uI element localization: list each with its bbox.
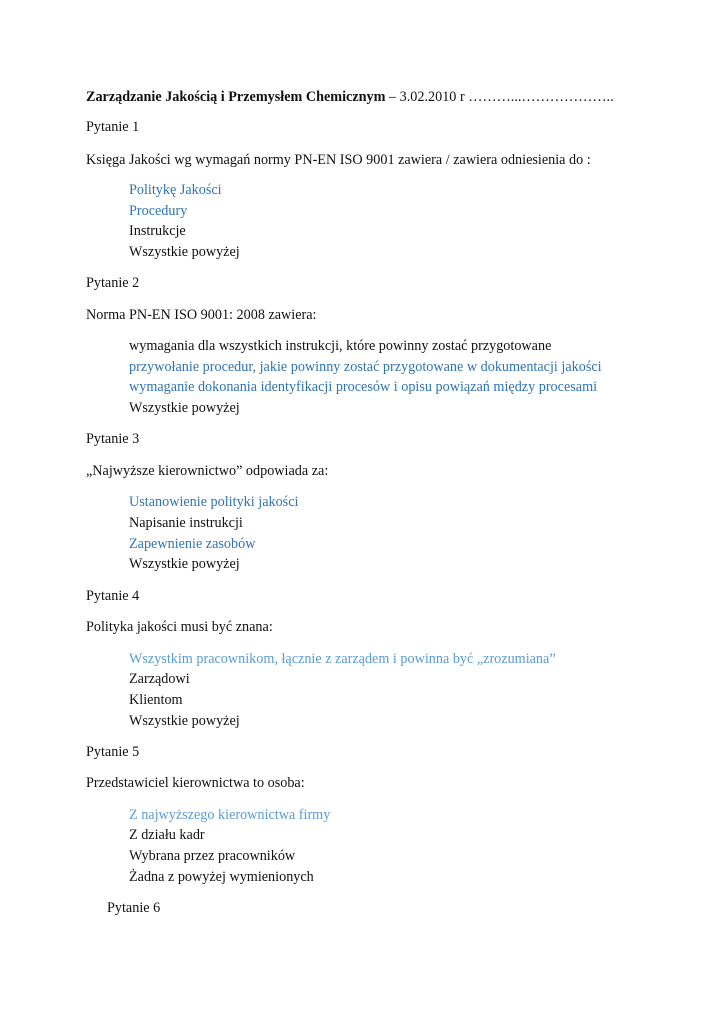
- title-date-and-blank: – 3.02.2010 r ………...………………..: [385, 89, 614, 105]
- question-1-answer-3: Instrukcje: [129, 223, 186, 239]
- document-title: [86, 88, 614, 106]
- question-1-answer-4: Wszystkie powyżej: [129, 244, 240, 260]
- question-5-answer-2: Z działu kadr: [129, 827, 205, 843]
- question-3-answer-4: Wszystkie powyżej: [129, 556, 240, 572]
- question-5-answer-4: Żadna z powyżej wymienionych: [129, 869, 314, 885]
- title-bold: Zarządzanie Jakością i Przemysłem Chemicznym: [86, 89, 386, 105]
- question-1-text: Księga Jakości wg wymagań normy PN-EN ISO 9001 zawiera / zawiera odniesienia do :: [86, 152, 591, 168]
- question-2-text: Norma PN-EN ISO 9001: 2008 zawiera:: [86, 307, 317, 323]
- question-2-answer-3: wymaganie dokonania identyfikacji procesów i opisu powiązań między procesami: [129, 379, 598, 395]
- question-1-answer-2: Procedury: [129, 203, 188, 219]
- question-2-answer-1: wymagania dla wszystkich instrukcji, które powinny zostać przygotowane: [129, 338, 552, 354]
- question-4-text: Polityka jakości musi być znana:: [86, 619, 273, 635]
- question-4-answer-4: Wszystkie powyżej: [129, 713, 240, 729]
- question-5-answer-1: Z najwyższego kierownictwa firmy: [129, 807, 331, 823]
- question-3-answer-2: Napisanie instrukcji: [129, 515, 243, 531]
- question-3-text: „Najwyższe kierownictwo” odpowiada za:: [86, 463, 329, 479]
- question-5-answer-3: Wybrana przez pracowników: [129, 848, 296, 864]
- question-2-answer-4: Wszystkie powyżej: [129, 400, 240, 416]
- question-3-answer-1: Ustanowienie polityki jakości: [129, 494, 299, 510]
- question-4-label: Pytanie 4: [86, 588, 140, 604]
- question-1-answer-1: Politykę Jakości: [129, 182, 222, 198]
- question-3-answer-3: Zapewnienie zasobów: [129, 536, 256, 552]
- question-2-answer-2: przywołanie procedur, jakie powinny zostać przygotowane w dokumentacji jakości: [129, 359, 602, 375]
- question-5-label: Pytanie 5: [86, 744, 140, 760]
- question-4-answer-1: Wszystkim pracownikom, łącznie z zarządem i powinna być „zrozumiana”: [129, 651, 556, 667]
- question-4-answer-3: Klientom: [129, 692, 183, 708]
- question-3-label: Pytanie 3: [86, 431, 140, 447]
- question-1-label: Pytanie 1: [86, 119, 140, 135]
- question-4-answer-2: Zarządowi: [129, 671, 190, 687]
- question-6-label: Pytanie 6: [107, 900, 161, 916]
- question-5-text: Przedstawiciel kierownictwa to osoba:: [86, 775, 305, 791]
- question-2-label: Pytanie 2: [86, 275, 140, 291]
